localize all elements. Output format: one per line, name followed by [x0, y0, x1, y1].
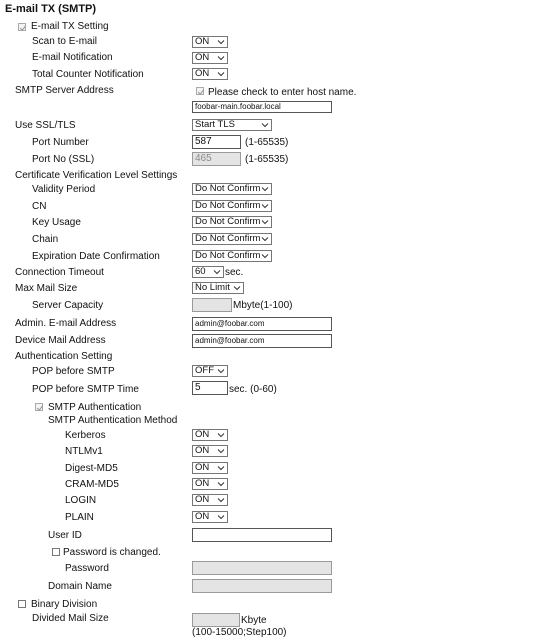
- chevron-down-icon: [217, 53, 225, 63]
- chevron-down-icon: [217, 366, 225, 376]
- pop-before-smtp-label: POP before SMTP: [32, 366, 115, 377]
- port-number-input[interactable]: 587: [192, 135, 241, 149]
- port-ssl-range: (1-65535): [245, 154, 289, 165]
- digest-md5-select[interactable]: [192, 462, 228, 474]
- device-email-label: Device Mail Address: [15, 335, 106, 346]
- checkmark-icon: [36, 404, 44, 412]
- smtp-auth-checkbox[interactable]: [35, 403, 43, 411]
- ssl-tls-value: Start TLS: [195, 119, 235, 130]
- smtp-auth-method-label: SMTP Authentication Method: [48, 415, 178, 426]
- key-usage-value: Do Not Confirm: [195, 216, 261, 227]
- chevron-down-icon: [261, 251, 269, 261]
- pop-before-smtp-value: OFF: [195, 365, 214, 376]
- pop-before-smtp-time-unit: sec. (0-60): [229, 384, 277, 395]
- port-ssl-label: Port No (SSL): [32, 154, 95, 165]
- plain-select[interactable]: [192, 511, 228, 523]
- kerberos-label: Kerberos: [65, 430, 106, 441]
- validity-value: Do Not Confirm: [195, 183, 261, 194]
- checkmark-icon: [197, 88, 205, 96]
- host-name-check-label: Please check to enter host name.: [208, 87, 357, 98]
- connection-timeout-unit: sec.: [225, 267, 244, 278]
- divided-mail-size-unit: Kbyte: [241, 615, 267, 626]
- total-counter-value: ON: [195, 68, 210, 79]
- email-notification-select[interactable]: [192, 52, 228, 64]
- chevron-down-icon: [233, 283, 241, 293]
- max-mail-size-select[interactable]: [192, 282, 244, 294]
- connection-timeout-label: Connection Timeout: [15, 267, 104, 278]
- binary-division-checkbox[interactable]: [18, 600, 26, 608]
- login-select[interactable]: [192, 494, 228, 506]
- domain-name-input[interactable]: [192, 579, 332, 593]
- chevron-down-icon: [261, 201, 269, 211]
- login-value: ON: [195, 494, 210, 505]
- binary-division-label: Binary Division: [31, 599, 98, 610]
- chain-select[interactable]: [192, 233, 272, 245]
- chevron-down-icon: [217, 446, 225, 456]
- validity-label: Validity Period: [32, 184, 96, 195]
- total-counter-label: Total Counter Notification: [32, 69, 144, 80]
- chevron-down-icon: [217, 512, 225, 522]
- max-mail-size-value: No Limit: [195, 282, 230, 293]
- plain-value: ON: [195, 511, 210, 522]
- domain-name-label: Domain Name: [48, 581, 112, 592]
- chevron-down-icon: [261, 234, 269, 244]
- port-ssl-input[interactable]: 465: [192, 152, 241, 166]
- ntlmv1-select[interactable]: [192, 445, 228, 457]
- ssl-tls-label: Use SSL/TLS: [15, 120, 76, 131]
- email-notification-value: ON: [195, 52, 210, 63]
- server-capacity-input[interactable]: [192, 298, 232, 312]
- ntlmv1-value: ON: [195, 445, 210, 456]
- smtp-auth-label: SMTP Authentication: [48, 402, 142, 413]
- digest-md5-label: Digest-MD5: [65, 463, 118, 474]
- divided-mail-size-range: (100-15000;Step100): [192, 627, 287, 638]
- plain-label: PLAIN: [65, 512, 94, 523]
- connection-timeout-value: 60: [195, 266, 206, 277]
- cn-label: CN: [32, 201, 47, 212]
- cram-md5-select[interactable]: [192, 478, 228, 490]
- scan-to-email-value: ON: [195, 36, 210, 47]
- password-input[interactable]: [192, 561, 332, 575]
- ssl-tls-select[interactable]: [192, 119, 272, 131]
- key-usage-select[interactable]: [192, 216, 272, 228]
- chevron-down-icon: [217, 495, 225, 505]
- chevron-down-icon: [217, 430, 225, 440]
- chevron-down-icon: [217, 69, 225, 79]
- pop-before-smtp-time-input[interactable]: 5: [192, 381, 228, 395]
- cram-md5-label: CRAM-MD5: [65, 479, 119, 490]
- chain-label: Chain: [32, 234, 59, 245]
- divided-mail-size-input[interactable]: [192, 613, 240, 627]
- admin-email-input[interactable]: admin@foobar.com: [192, 317, 332, 331]
- cn-select[interactable]: [192, 200, 272, 212]
- port-number-range: (1-65535): [245, 137, 289, 148]
- email-notification-label: E-mail Notification: [32, 52, 113, 63]
- cn-value: Do Not Confirm: [195, 200, 261, 211]
- smtp-server-label: SMTP Server Address: [15, 85, 114, 96]
- login-label: LOGIN: [65, 495, 97, 506]
- chevron-down-icon: [217, 463, 225, 473]
- server-capacity-unit: Mbyte(1-100): [233, 300, 293, 311]
- scan-to-email-select[interactable]: [192, 36, 228, 48]
- chevron-down-icon: [217, 37, 225, 47]
- chain-value: Do Not Confirm: [195, 233, 261, 244]
- ntlmv1-label: NTLMv1: [65, 446, 103, 457]
- validity-select[interactable]: [192, 183, 272, 195]
- password-changed-label: Password is changed.: [63, 547, 161, 558]
- kerberos-value: ON: [195, 429, 210, 440]
- cert-label: Certificate Verification Level Settings: [15, 170, 178, 181]
- cram-md5-value: ON: [195, 478, 210, 489]
- pop-before-smtp-select[interactable]: [192, 365, 228, 377]
- expiration-select[interactable]: [192, 250, 272, 262]
- email-tx-setting-label: E-mail TX Setting: [31, 21, 109, 32]
- device-email-input[interactable]: admin@foobar.com: [192, 334, 332, 348]
- chevron-down-icon: [213, 267, 221, 277]
- max-mail-size-label: Max Mail Size: [15, 283, 78, 294]
- server-capacity-label: Server Capacity: [32, 300, 104, 311]
- pop-before-smtp-time-label: POP before SMTP Time: [32, 384, 139, 395]
- password-label: Password: [65, 563, 109, 574]
- port-number-label: Port Number: [32, 137, 89, 148]
- chevron-down-icon: [261, 217, 269, 227]
- connection-timeout-select[interactable]: [192, 266, 224, 278]
- user-id-input[interactable]: [192, 528, 332, 542]
- email-tx-setting-checkbox[interactable]: [18, 23, 26, 31]
- divided-mail-size-label: Divided Mail Size: [32, 613, 109, 624]
- total-counter-select[interactable]: [192, 68, 228, 80]
- kerberos-select[interactable]: [192, 429, 228, 441]
- host-name-checkbox[interactable]: [196, 87, 204, 95]
- user-id-label: User ID: [48, 530, 82, 541]
- admin-email-label: Admin. E-mail Address: [15, 318, 117, 329]
- chevron-down-icon: [261, 120, 269, 130]
- chevron-down-icon: [261, 184, 269, 194]
- key-usage-label: Key Usage: [32, 217, 81, 228]
- page-title: E-mail TX (SMTP): [5, 3, 97, 15]
- digest-md5-value: ON: [195, 462, 210, 473]
- checkmark-icon: [19, 24, 27, 32]
- smtp-server-input[interactable]: foobar-main.foobar.local: [192, 101, 332, 113]
- expiration-label: Expiration Date Confirmation: [32, 251, 160, 262]
- password-changed-checkbox[interactable]: [52, 548, 60, 556]
- auth-setting-label: Authentication Setting: [15, 351, 113, 362]
- chevron-down-icon: [217, 479, 225, 489]
- scan-to-email-label: Scan to E-mail: [32, 36, 98, 47]
- expiration-value: Do Not Confirm: [195, 250, 261, 261]
